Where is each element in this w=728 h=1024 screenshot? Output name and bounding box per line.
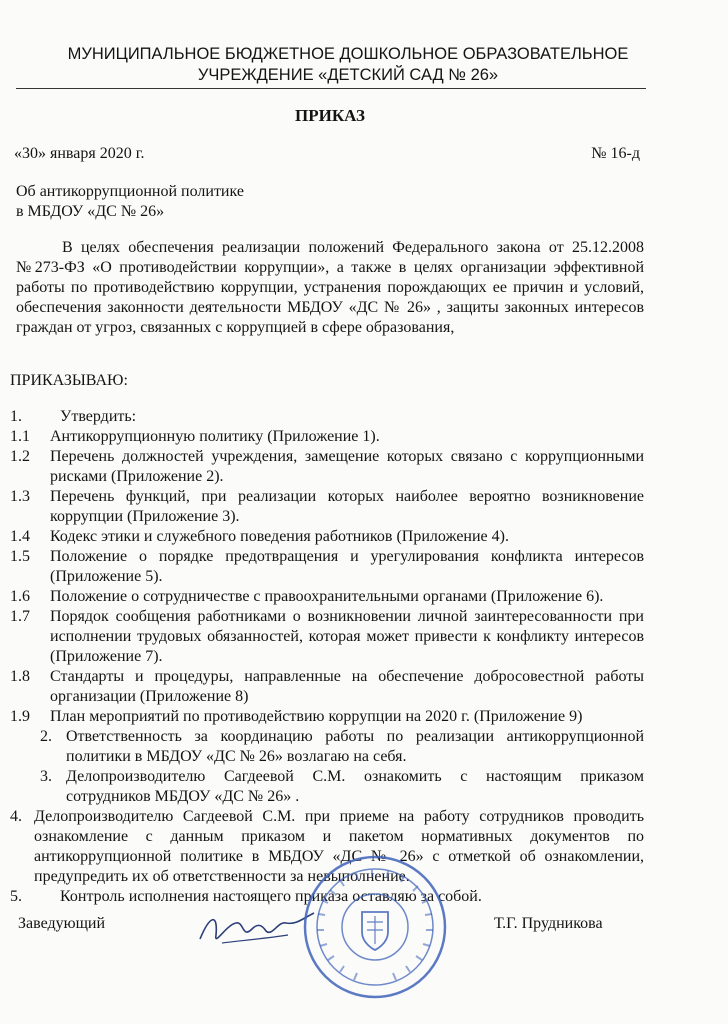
list-item-1-6 xyxy=(10,587,644,607)
list-item-1-7 xyxy=(10,607,644,667)
item-number: 1.5 xyxy=(10,548,30,565)
org-line-1: МУНИЦИПАЛЬНОЕ БЮДЖЕТНОЕ ДОШКОЛЬНОЕ ОБРАЗОВАТЕЛЬНОЕ xyxy=(67,45,629,63)
subject-line-2: в МБДОУ «ДС № 26» xyxy=(16,203,165,220)
item-text: Утвердить: xyxy=(60,408,137,425)
item-text: Порядок сообщения работниками о возникновении личной заинтересованности при исполнении трудовых обязанностей, которая может привести к конфликту интересов (Приложение 7). xyxy=(50,608,644,665)
document-title: ПРИКАЗ xyxy=(295,106,365,125)
item-number: 5. xyxy=(10,888,22,905)
item-number: 1.2 xyxy=(10,448,30,465)
item-text: Кодекс этики и служебного поведения работников (Приложение 4). xyxy=(50,528,509,545)
item-number: 1. xyxy=(10,408,22,425)
list-item-1-9 xyxy=(10,707,644,727)
document-subject xyxy=(16,182,244,222)
item-number: 1.7 xyxy=(10,608,30,625)
item-text: Делопроизводителю Сагдеевой С.М. ознакомить с настоящим приказом сотрудников МБДОУ «ДС № 26» . xyxy=(66,768,644,805)
item-text: Перечень должностей учреждения, замещение которых связано с коррупционными рисками (Приложение 2). xyxy=(50,448,644,485)
signer-name: Т.Г. Прудникова xyxy=(494,915,603,932)
list-item-1-4 xyxy=(10,527,644,547)
organization-header xyxy=(18,44,678,86)
item-text: Контроль исполнения настоящего приказа оставляю за собой. xyxy=(60,888,482,905)
preamble-paragraph: В целях обеспечения реализации положений Федерального закона от 25.12.2008 №273-ФЗ «О противодействии коррупции», а также в целях организации эффективной работы по противодействию коррупции, устранения порождающих ее причин и условий, обеспечения законности деятельности МБДОУ «ДС № 26» , защиты законных интересов граждан от угроз, связанных с коррупцией в сфере образования, xyxy=(16,239,644,336)
org-line-2: УЧРЕЖДЕНИЕ «ДЕТСКИЙ САД № 26» xyxy=(197,66,499,84)
item-number: 1.4 xyxy=(10,528,30,545)
item-number: 1.6 xyxy=(10,588,30,605)
list-item-1-8 xyxy=(10,667,644,707)
item-text: Положение о порядке предотвращения и урегулирования конфликта интересов (Приложение 5). xyxy=(50,548,644,585)
item-text: Делопроизводителю Сагдеевой С.М. при приеме на работу сотрудников проводить ознакомление с данным приказом и пакетом нормативных документов по антикоррупционной политике в МБДОУ «ДС № 26» с отметкой об ознакомлении, предупредить их об ответственности за невыполнение. xyxy=(34,808,644,885)
item-number: 1.1 xyxy=(10,428,30,445)
list-item-1-5 xyxy=(10,547,644,587)
document-date: «30» января 2020 г. xyxy=(14,145,145,162)
item-number: 1.8 xyxy=(10,668,30,685)
document-number: № 16-д xyxy=(591,145,640,162)
subject-line-1: Об антикоррупционной политике xyxy=(16,183,244,200)
item-number: 2. xyxy=(40,728,52,745)
list-item-3 xyxy=(10,767,644,807)
official-seal xyxy=(300,852,450,1002)
header-divider xyxy=(16,88,646,89)
item-number: 1.3 xyxy=(10,488,30,505)
list-item-1-2 xyxy=(10,447,644,487)
item-text: Антикоррупционную политику (Приложение 1). xyxy=(50,428,380,445)
item-number: 1.9 xyxy=(10,708,30,725)
item-number: 3. xyxy=(40,768,52,785)
list-item-1 xyxy=(10,407,644,427)
signer-role: Заведующий xyxy=(18,915,106,932)
order-word: ПРИКАЗЫВАЮ: xyxy=(10,372,128,389)
order-items-list xyxy=(10,407,644,907)
item-text: Положение о сотрудничестве с правоохранительными органами (Приложение 6). xyxy=(50,588,604,605)
list-item-2 xyxy=(10,727,644,767)
item-text: План мероприятий по противодействию коррупции на 2020 г. (Приложение 9) xyxy=(50,708,583,725)
list-item-1-1 xyxy=(10,427,644,447)
list-item-1-3 xyxy=(10,487,644,527)
item-text: Ответственность за координацию работы по реализации антикоррупционной политики в МБДОУ «ДС № 26» возлагаю на себя. xyxy=(66,728,644,765)
item-text: Перечень функций, при реализации которых наиболее вероятно возникновение коррупции (Приложение 3). xyxy=(50,488,644,525)
item-number: 4. xyxy=(10,808,22,825)
item-text: Стандарты и процедуры, направленные на обеспечение добросовестной работы организации (Приложение 8) xyxy=(50,668,644,705)
